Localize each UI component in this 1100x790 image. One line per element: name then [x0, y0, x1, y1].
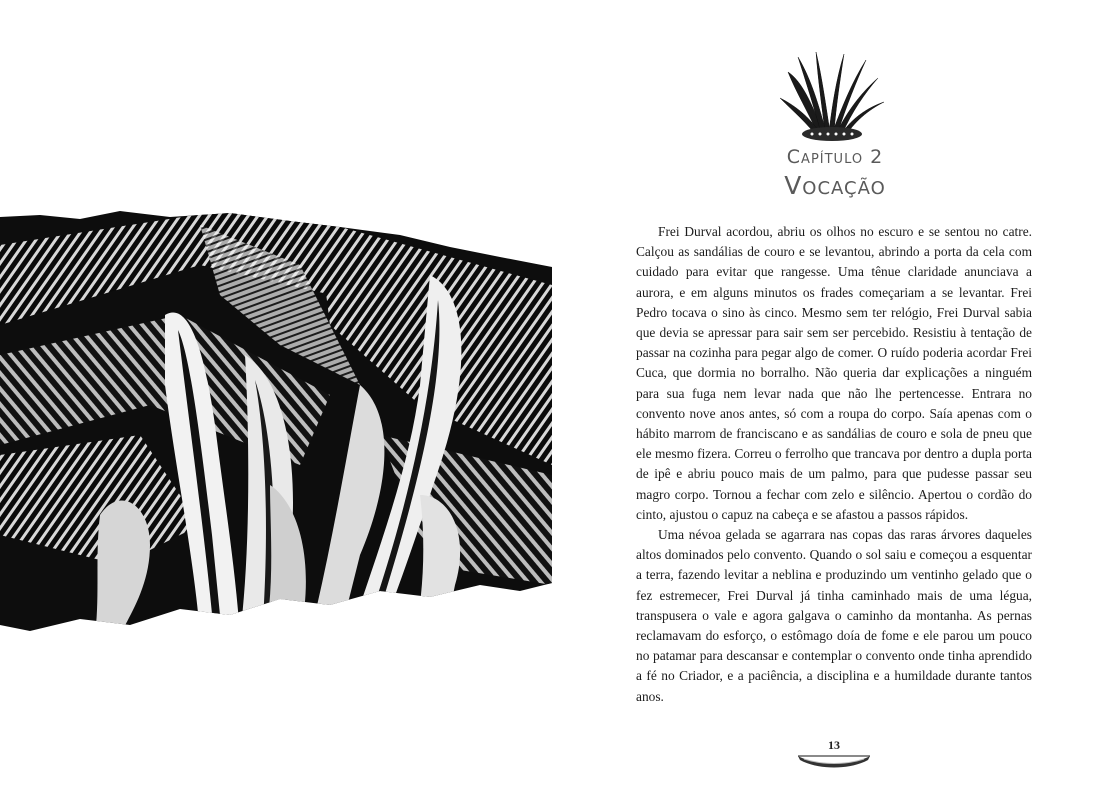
chapter-label: Capítulo 2 [786, 146, 884, 168]
page-folio [796, 738, 872, 772]
chapter-title: Vocação [784, 171, 886, 200]
feather-ornament [778, 52, 886, 144]
paragraph: Uma névoa gelada se agarrara nas copas das raras árvores daqueles altos dominados pelo convento. Quando o sol saiu e começou a esquentar a terra, fazendo levitar a neblina e produzindo um ventinho gelado que o fez estremecer, Frei Durval já tinha caminhado mais de uma légua, transpusera o vale e agora galgava o caminho da montanha. As pernas reclamavam do esforço, o estômago doía de fome e ele parou um pouco no patamar para descansar e contemplar o convento onde tinha aprendido a fé no Criador, e a paciência, a disciplina e a humildade durante tantos anos. [636, 527, 1032, 704]
chapter-body [636, 222, 1032, 707]
page-number: 13 [828, 738, 840, 752]
paragraph: Frei Durval acordou, abriu os olhos no escuro e se sentou no catre. Calçou as sandálias de couro e se levantou, abrindo a porta da cela com cuidado para evitar que rangesse. Uma tênue claridade anunciava a aurora, e em alguns minutos os frades começariam a se levantar. Frei Pedro tocava o sino às cinco. Mesmo sem ter relógio, Frei Durval sabia que devia se apressar para sair sem ser percebido. Resistiu à tentação de passar na cozinha para pegar algo de comer. O ruído poderia acordar Frei Cuca, que dormia no borralho. Não queria dar explicações a ninguém para sua fuga nem levar nada que não lhe pertencesse. Entrara no convento nove anos antes, só com a roupa do corpo. Saía apenas com o hábito marrom de franciscano e as sandálias de couro e sola de pneu que ele mesmo fizera. Correu o ferrolho que trancava por dentro a dupla porta de ipê e abriu pouco mais de um palmo, para que pudesse passar seu magro corpo. Tornou a fechar com zelo e silêncio. Apertou o cordão do cinto, ajustou o capuz na cabeça e se afastou a passos rápidos. [636, 224, 1032, 522]
palm-leaves-illustration [0, 205, 552, 635]
canoe-icon [796, 752, 872, 770]
